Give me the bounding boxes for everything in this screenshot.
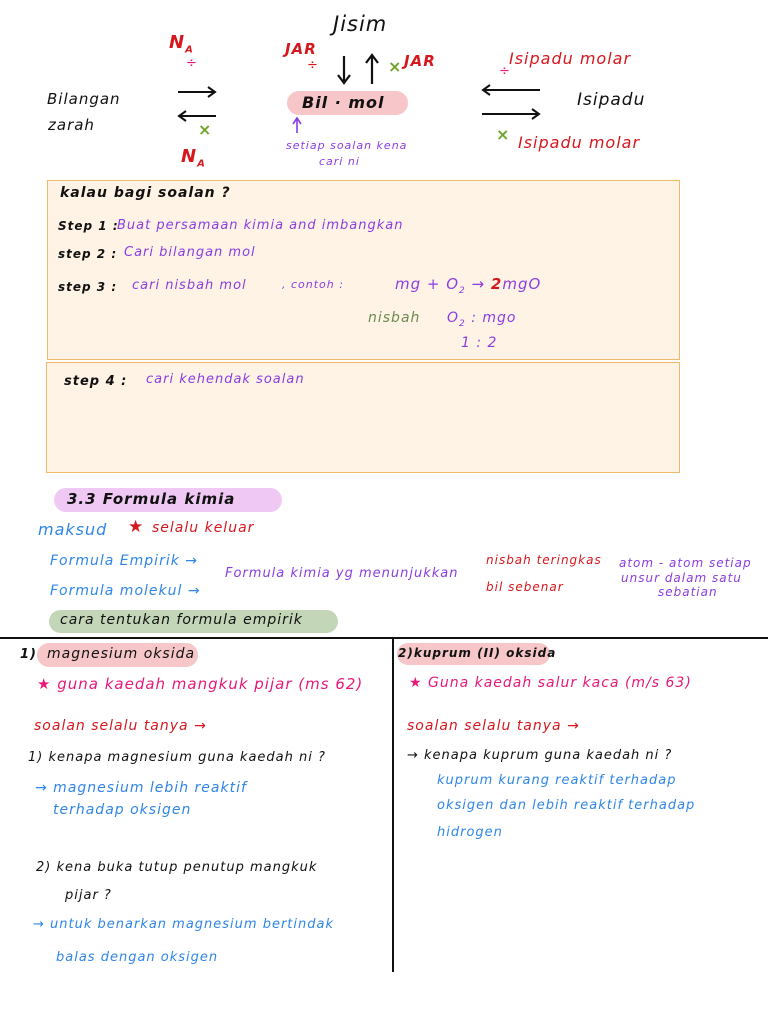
jisim-label: Jisim [333, 12, 388, 36]
vertical-divider [392, 637, 394, 972]
example-label: , contoh : [282, 278, 344, 291]
nisbah-teringkas-label: nisbah teringkas [486, 553, 602, 567]
cross-icon: × [388, 57, 402, 76]
atom-line-2: unsur dalam satu [621, 571, 742, 585]
left-title: magnesium oksida [47, 646, 196, 662]
ratio-formula: $O_2$ : mgo [447, 310, 517, 329]
right-question-1: → kenapa kuprum guna kaedah ni ? [407, 748, 673, 763]
left-title-number: 1) [20, 647, 37, 662]
left-method: ★ guna kaedah mangkuk pijar (ms 62) [37, 675, 364, 693]
step3-text: cari nisbah mol [132, 278, 247, 293]
step4-label: step 4 : [64, 374, 128, 389]
left-question-2a: 2) kena buka tutup penutup mangkuk [36, 860, 318, 875]
left-question-1: 1) kenapa magnesium guna kaedah ni ? [28, 750, 326, 765]
equation: mg + $O_2 \to 2mgO$ [395, 275, 542, 296]
right-method: ★ Guna kaedah salur kaca (m/s 63) [409, 675, 692, 691]
maksud-label: maksud [38, 520, 108, 539]
divide-icon: ÷ [307, 58, 318, 73]
atom-line-1: atom - atom setiap [619, 556, 752, 570]
right-answer-1b: oksigen dan lebih reaktif terhadap [437, 798, 696, 813]
up-down-arrows-icon [336, 52, 386, 88]
right-title: 2)kuprum (II) oksida [398, 646, 557, 660]
right-answer-1a: kuprum kurang reaktif terhadap [437, 773, 677, 788]
left-answer-1a: → magnesium lebih reaktif [35, 780, 247, 796]
cross-icon: × [198, 120, 212, 139]
step3-label: step 3 : [58, 280, 118, 294]
left-answer-2b: balas dengan oksigen [56, 950, 219, 965]
section-title: 3.3 Formula kimia [67, 490, 236, 508]
left-asked: soalan selalu tanya → [34, 718, 207, 734]
bilangan-label: Bilangan [47, 90, 121, 108]
step1-label: Step 1 : [58, 219, 119, 233]
cross-icon: × [496, 125, 510, 144]
step4-text: cari kehendak soalan [146, 372, 305, 387]
always-label: selalu keluar [152, 520, 255, 536]
ratio-label: nisbah [368, 310, 421, 326]
note-line-2: cari ni [319, 155, 360, 168]
right-answer-1c: hidrogen [437, 825, 503, 840]
bil-mol-label: Bil · mol [302, 93, 385, 112]
empirik-label: Formula Empirik → [50, 553, 198, 569]
jar-left-label: JAR [285, 40, 317, 58]
zarah-label: zarah [48, 116, 95, 134]
step1-text: Buat persamaan kimia and imbangkan [117, 218, 404, 233]
bil-sebenar-label: bil sebenar [486, 580, 564, 594]
jar-right-label: JAR [404, 52, 436, 70]
steps-box [47, 180, 680, 360]
atom-line-3: sebatian [658, 585, 718, 599]
left-arrows-icon [176, 84, 220, 124]
cara-label: cara tentukan formula empirik [60, 612, 303, 628]
divide-icon: ÷ [499, 64, 510, 79]
step2-text: Cari bilangan mol [124, 245, 256, 260]
step2-label: step 2 : [58, 247, 118, 261]
star-icon: ★ [128, 517, 144, 537]
ratio-values: 1 : 2 [461, 335, 498, 351]
note-line-1: setiap soalan kena [286, 139, 408, 152]
left-answer-2a: → untuk benarkan magnesium bertindak [33, 917, 334, 932]
na-top-label: $N_A$ [169, 32, 194, 56]
left-question-2b: pijar ? [65, 888, 112, 903]
horizontal-divider [0, 637, 768, 639]
right-asked: soalan selalu tanya → [407, 718, 580, 734]
formula-middle-text: Formula kimia yg menunjukkan [225, 566, 459, 581]
na-bottom-label: $N_A$ [181, 146, 206, 170]
isipadu-molar-top-label: Isipadu molar [509, 49, 632, 68]
step4-box [46, 362, 680, 473]
note-arrow-icon [292, 116, 306, 134]
molekul-label: Formula molekul → [50, 583, 201, 599]
left-answer-1b: terhadap oksigen [53, 802, 192, 818]
isipadu-molar-bottom-label: Isipadu molar [518, 133, 641, 152]
steps-heading: kalau bagi soalan ? [60, 185, 231, 201]
right-arrows-icon [478, 82, 544, 122]
isipadu-label: Isipadu [577, 90, 646, 110]
divide-icon: ÷ [186, 56, 197, 71]
